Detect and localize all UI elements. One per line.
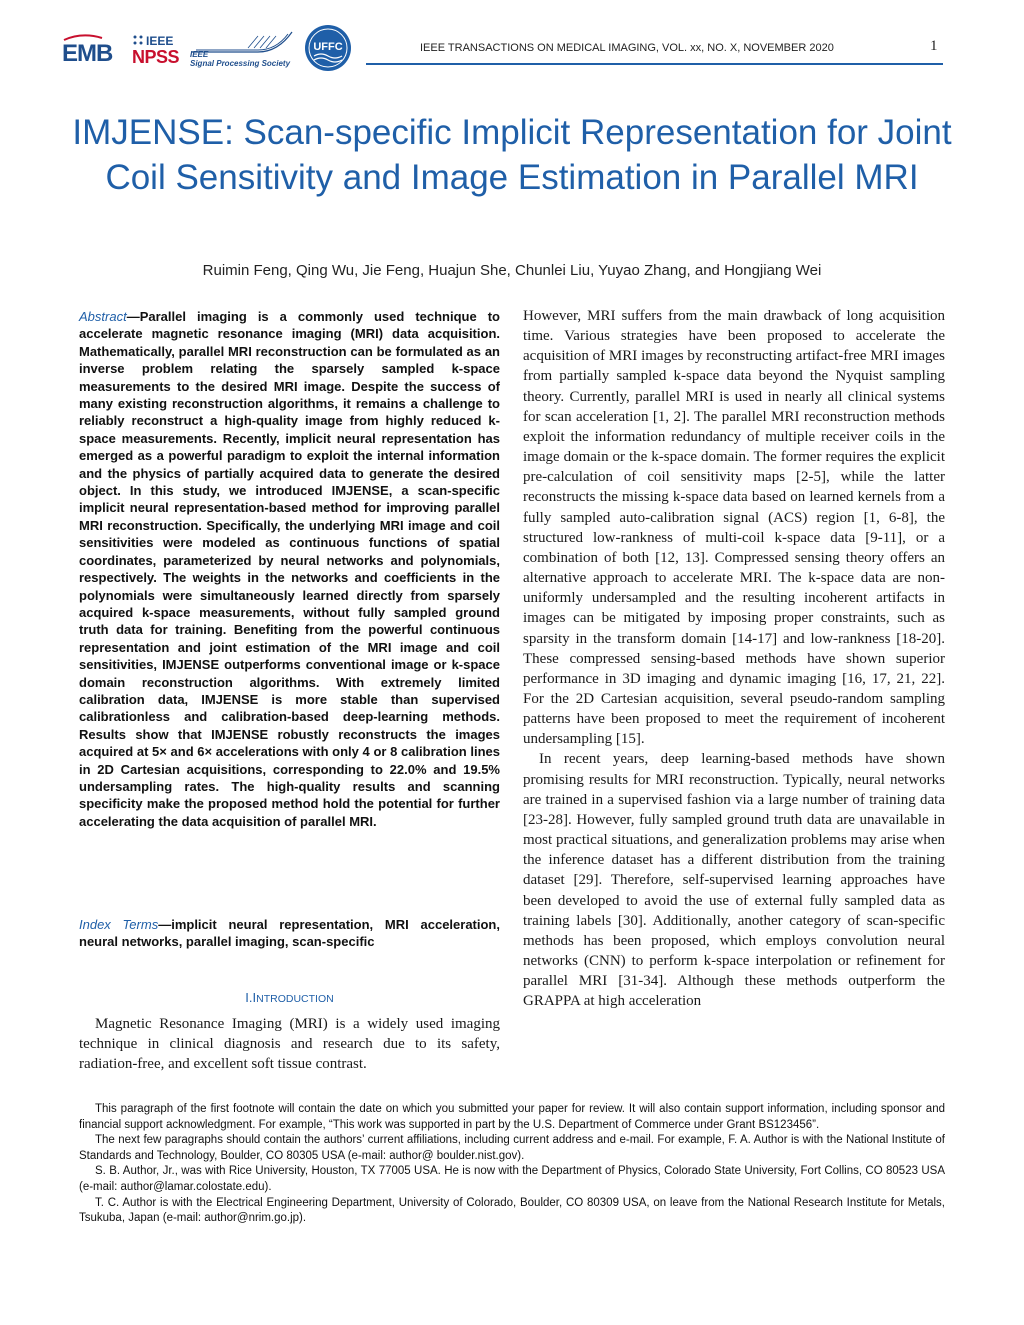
- footnote: This paragraph of the first footnote will contain the date on which you submitted your paper for review. It will also contain support information, including sponsor and financial support acknowledgment. For example, “This work was supported in part by the U.S. Department of Commerce under Grant BS123456”.: [79, 1103, 945, 1131]
- uffc-logo: [304, 24, 352, 72]
- sps-logo-text: [190, 50, 290, 68]
- footnotes: [79, 1102, 945, 1227]
- emb-logo: [62, 32, 128, 68]
- author-list: Ruimin Feng, Qing Wu, Jie Feng, Huajun She, Chunlei Liu, Yuyao Zhang, and Hongjiang Wei: [202, 262, 822, 279]
- section-number: I.: [245, 990, 253, 1005]
- footnote: The next few paragraphs should contain the authors’ current affiliations, including current address and e-mail. For example, F. A. Author is with the National Institute of Standards and Technology, Boulder, CO 80305 USA (e-mail: author@ boulder.nist.gov).: [79, 1134, 945, 1162]
- emb-logo-text: EMB: [62, 40, 113, 67]
- index-terms-label: Index Terms: [79, 917, 159, 932]
- running-head: IEEE TRANSACTIONS ON MEDICAL IMAGING, VOL. xx, NO. X, NOVEMBER 2020: [420, 42, 834, 54]
- abstract-text: —Parallel imaging is a commonly used technique to accelerate magnetic resonance imaging (MRI) data acquisition. Mathematically, parallel MRI reconstruction can be formulated as an inverse problem relating the sparsely sampled k-space measurements to the desired MRI image. Despite the success of many existing reconstruction algorithms, it remains a challenge to reliably reconstruct a high-quality image from highly reduced k-space measurements. Recently, implicit neural representation has emerged as a powerful paradigm to exploit the internal information and the physics of partially acquired data to generate the desired object. In this study, we introduced IMJENSE, a scan-specific implicit neural representation-based method for improving parallel MRI reconstruction. Specifically, the underlying MRI image and coil sensitivities were modeled as continuous functions of spatial coordinates, parameterized by neural networks and polynomials, respectively. The weights in the networks and coefficients in the polynomials were simultaneously learned directly from sparsely acquired k-space measurements, without fully sampled ground truth data for training. Benefiting from the powerful continuous representation and joint estimation of the MRI image and coil sensitivities, IMJENSE outperforms conventional image or k-space domain reconstruction algorithms. With extremely limited calibration data, IMJENSE is more stable than supervised calibrationless and calibration-based deep-learning methods. Results show that IMJENSE robustly reconstructs the images acquired at 5× and 6× accelerations with only 4 or 8 calibration lines in 2D Cartesian acquisitions, corresponding to 22.0% and 19.5% undersampling rates. The high-quality results and scanning specificity make the proposed method hold the potential for further accelerating the data acquisition of parallel MRI.: [79, 309, 500, 829]
- ieee-logo-text: IEEE: [146, 34, 174, 48]
- uffc-logo-text: UFFC: [313, 41, 343, 53]
- abstract-label: Abstract: [79, 309, 127, 324]
- section-heading: [79, 990, 500, 1005]
- index-terms-text: —implicit neural representation, MRI acceleration, neural networks, parallel imaging, scan-specific: [79, 917, 500, 950]
- page-number: 1: [930, 38, 938, 54]
- paper-title: IMJENSE: Scan-specific Implicit Representation for Joint Coil Sensitivity and Image Estimation in Parallel MRI: [72, 113, 952, 197]
- section-title-rest: NTRODUCTION: [256, 993, 334, 1005]
- npss-logo-text: NPSS: [132, 47, 180, 67]
- footnote: T. C. Author is with the Electrical Engineering Department, University of Colorado, Boulder, CO 80309 USA, on leave from the National Research Institute for Metals, Tsukuba, Japan (e-mail: author@nrim.go.jp).: [79, 1196, 945, 1225]
- header-rule: [366, 63, 943, 65]
- footnote: S. B. Author, Jr., was with Rice University, Houston, TX 77005 USA. He is now with the Department of Physics, Colorado State University, Fort Collins, CO 80523 USA (e-mail: author@lamar.colostate.edu).: [79, 1165, 945, 1193]
- ieee-npss-logo: [132, 34, 182, 68]
- ieee-diamond-icon: [132, 34, 144, 46]
- sps-logo-line1: IEEE: [190, 50, 209, 59]
- signal-processing-society-logo: [188, 28, 300, 70]
- society-logos: [62, 24, 362, 72]
- abstract: [79, 308, 500, 830]
- index-terms: [79, 916, 500, 951]
- body-paragraph: However, MRI suffers from the main drawback of long acquisition time. Various strategies have been proposed to accelerate the acquisition of MRI images by reconstructing artifact-free MRI images from partially sampled k-space data beyond the Nyquist sampling theory. Currently, parallel MRI is used in nearly all clinical systems for scan acceleration [1, 2]. The parallel MRI reconstruction methods exploit the information redundancy of multiple receiver coils in the image domain or the k-space domain. The former requires the explicit pre-calculation of coil sensitivity maps [2-5], while the latter reconstructs the missing k-space data based on learned kernels from a fully sampled auto-calibration signal (ACS) region [1, 6-8], the structured low-rankness of multi-coil k-space data [9-11], or a combination of both [12, 13]. Compressed sensing theory offers an alternative approach to accelerate MRI. The k-space data are non-uniformly undersampled and the resulting incoherent artifacts in images can be mitigated by imposing proper constraints, such as sparsity in the transform domain [14-17] and low-rankness [18-20]. These compressed sensing-based methods have shown superior performance in 3D imaging and dynamic imaging [16, 17, 21, 22]. For the 2D Cartesian acquisition, several pseudo-random sampling patterns have been proposed to meet the requirement of incoherent undersampling [15].: [523, 308, 945, 748]
- intro-paragraph: Magnetic Resonance Imaging (MRI) is a widely used imaging technique in clinical diagnosis and research due to its safety, radiation-free, and excellent soft tissue contrast.: [79, 1016, 500, 1073]
- right-column: [523, 306, 945, 1011]
- body-paragraph: In recent years, deep learning-based methods have shown promising results for MRI reconstruction. Typically, neural networks are trained in a supervised fashion via a large number of training data [23-28]. However, fully sampled ground truth data are unavailable in most practical situations, and generalization problems may arise when the inference dataset has a different distribution from the training dataset [29]. Therefore, self-supervised learning approaches have been developed to avoid the use of external fully sampled data as training labels [30]. Additionally, another category of scan-specific methods has been proposed, which employs convolution neural networks (CNN) to perform k-space interpolation or refinement for parallel MRI [31-34]. Although these methods outperform the GRAPPA at high acceleration: [523, 751, 945, 1010]
- section-title-initial: I: [252, 990, 257, 1005]
- sps-logo-line2: Signal Processing Society: [190, 59, 291, 68]
